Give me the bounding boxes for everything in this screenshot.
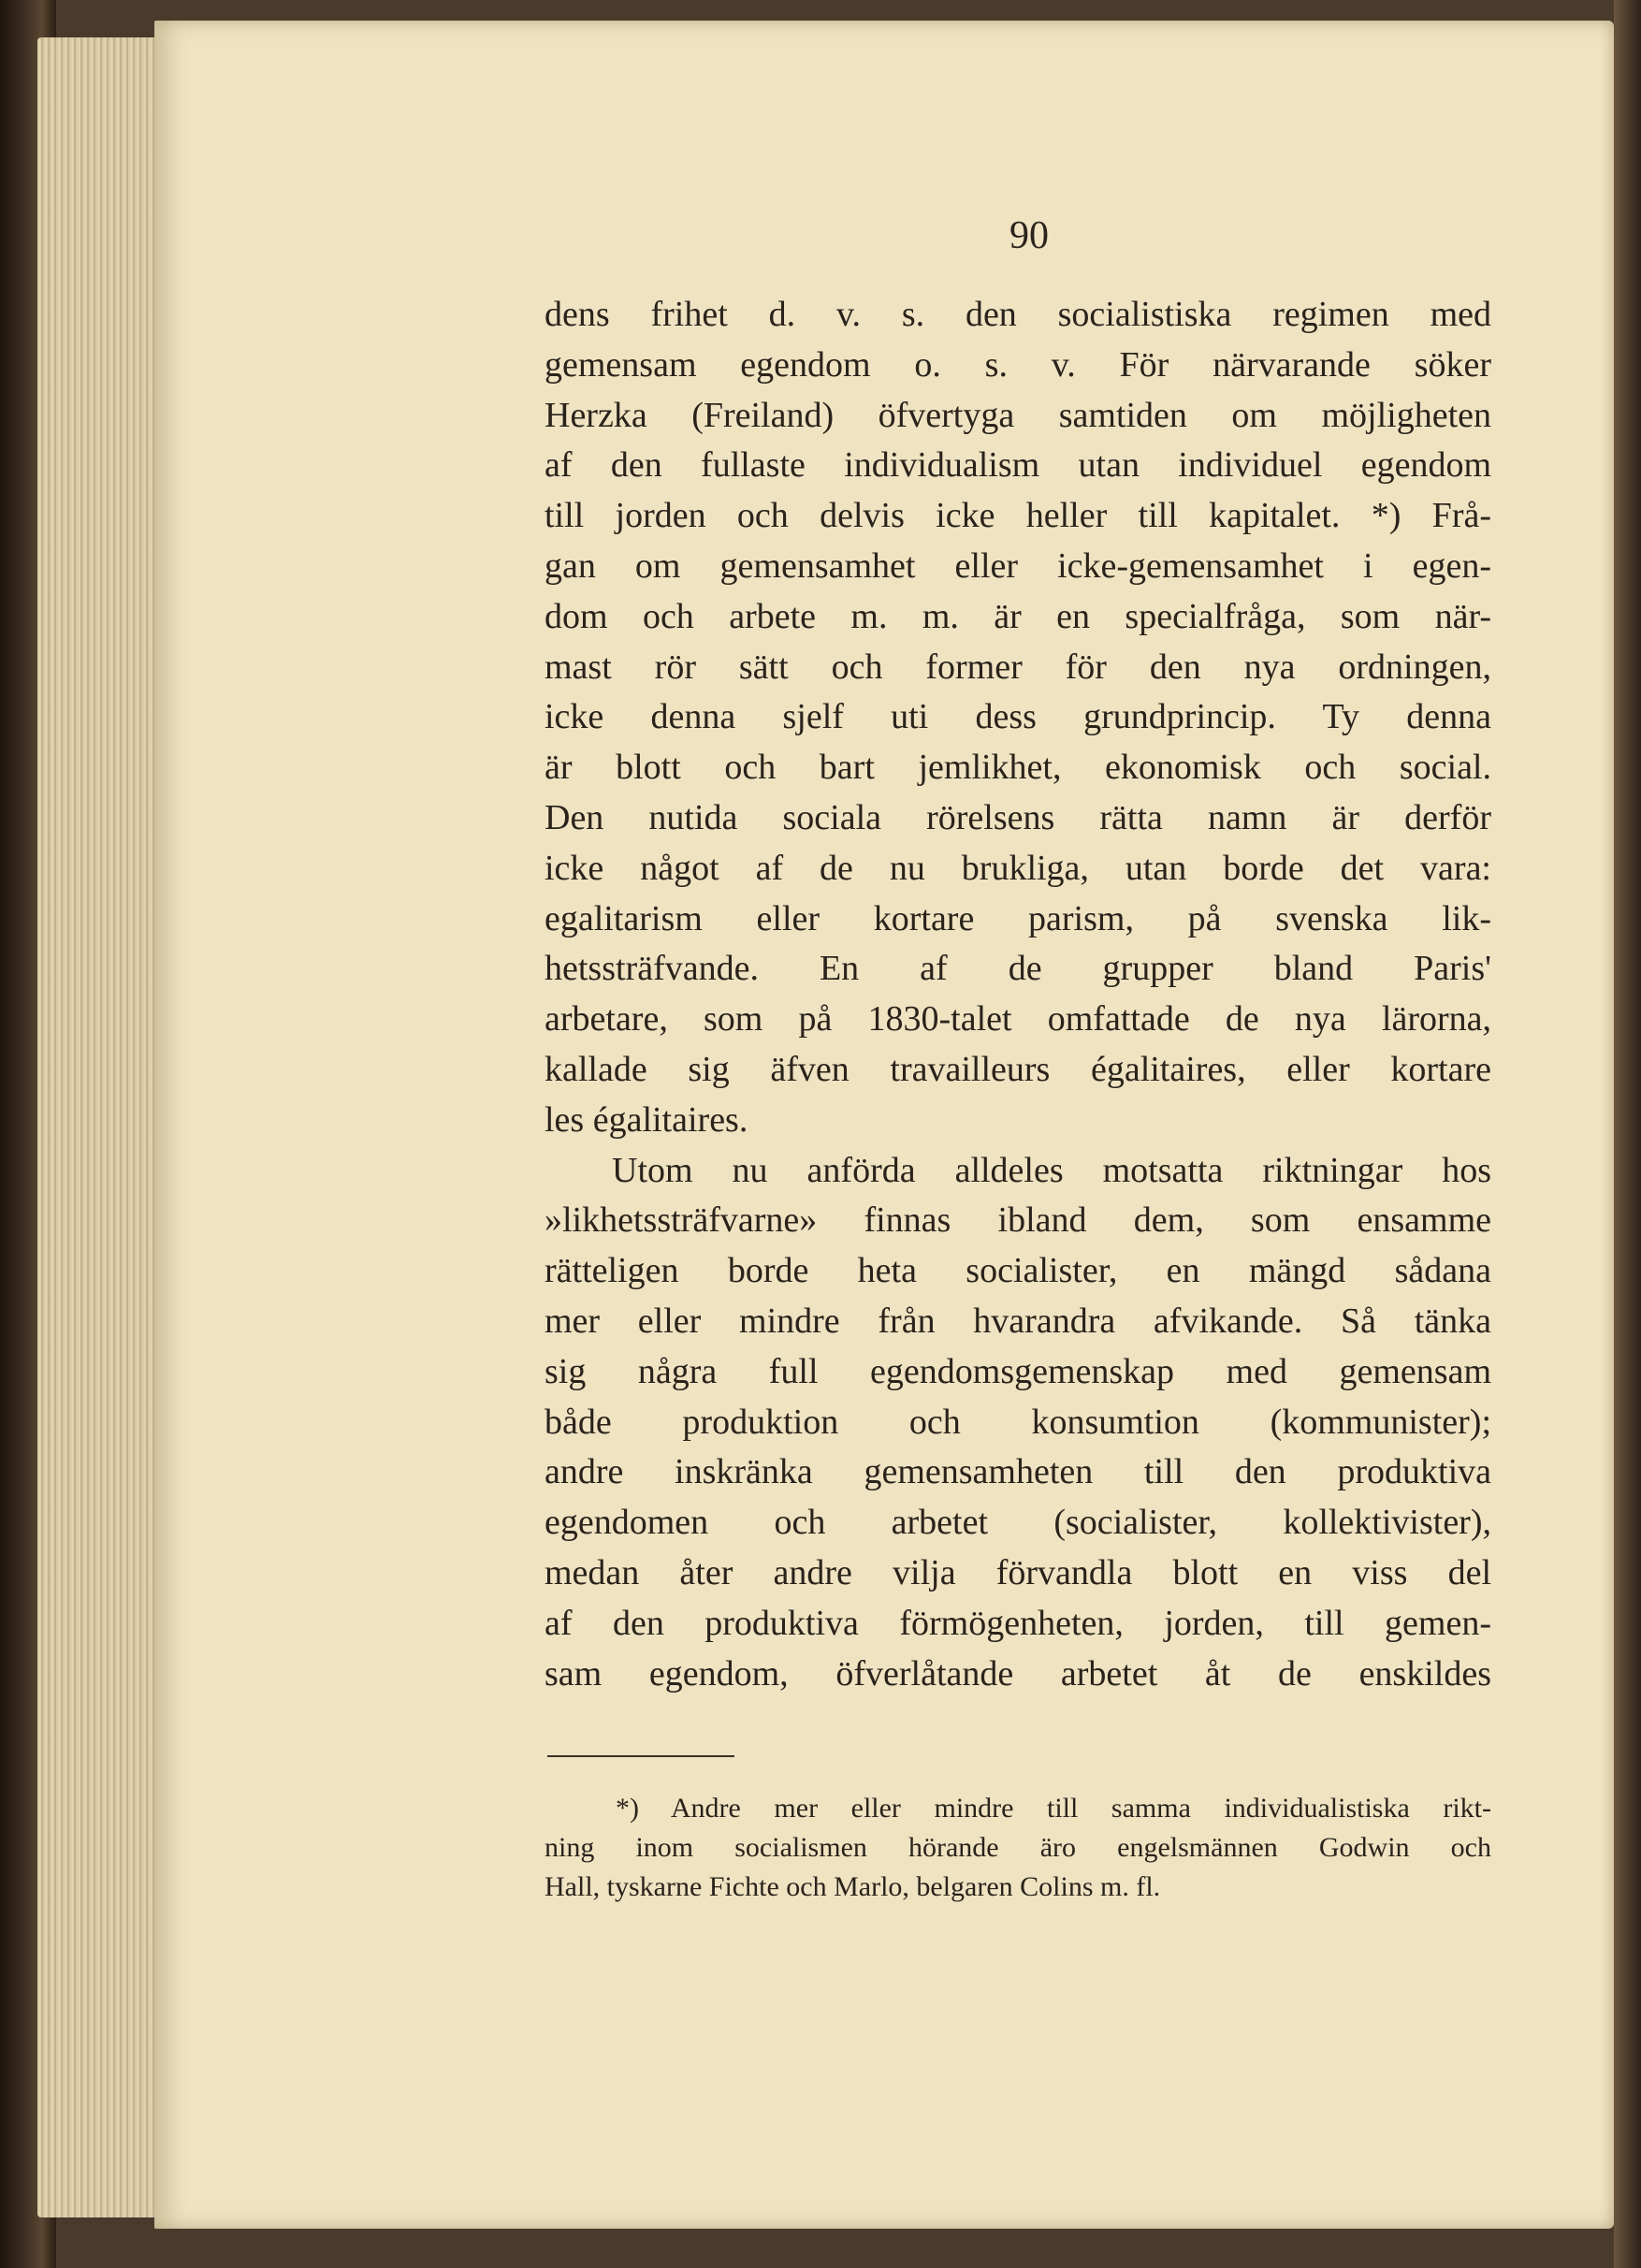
text-line: gemensam egendom o. s. v. För närvarande söker: [545, 344, 1491, 385]
text-line: medan åter andre vilja förvandla blott en viss del: [545, 1552, 1491, 1592]
body-text: [545, 290, 1491, 1699]
text-line: hetssträfvande. En af de grupper bland Paris': [545, 949, 1491, 989]
text-line: Utom nu anförda alldeles motsatta riktningar hos: [612, 1150, 1491, 1190]
text-line: mast rör sätt och former för den nya ordningen,: [545, 647, 1491, 687]
text-line: les égalitaires.: [545, 1099, 748, 1140]
text-line: egalitarism eller kortare parism, på svenska lik-: [545, 898, 1491, 938]
page-number: 90: [1009, 214, 1049, 257]
text-line: icke något af de nu brukliga, utan borde det vara:: [545, 848, 1491, 888]
text-line: sam egendom, öfverlåtande arbetet åt de enskildes: [545, 1653, 1491, 1694]
text-line: kallade sig äfven travailleurs égalitaires, eller kortare: [545, 1049, 1491, 1089]
text-line: dens frihet d. v. s. den socialistiska regimen med: [545, 295, 1491, 334]
text-line: »likhetssträfvarne» finnas ibland dem, som ensamme: [545, 1200, 1491, 1241]
text-line: dom och arbete m. m. är en specialfråga, som när-: [545, 596, 1491, 636]
footnote-rule: [547, 1755, 734, 1757]
footnote: [545, 1789, 1491, 1907]
text-line: af den fullaste individualism utan individuel egendom: [545, 445, 1491, 486]
right-edge-shadow: [1614, 0, 1641, 2268]
text-line: mer eller mindre från hvarandra afvikande. Så tänka: [545, 1301, 1491, 1341]
text-line: sig några full egendomsgemenskap med gemensam: [545, 1351, 1491, 1391]
text-line: andre inskränka gemensamheten till den produktiva: [545, 1452, 1491, 1492]
text-line: gan om gemensamhet eller icke-gemensamhet i egen-: [545, 545, 1491, 586]
text-line: egendomen och arbetet (socialister, kollektivister),: [545, 1503, 1491, 1543]
text-line: arbetare, som på 1830-talet omfattade de nya lärorna,: [545, 999, 1491, 1040]
footnote-line: ning inom socialismen hörande äro engelsmännen Godwin och: [545, 1832, 1491, 1863]
text-line: af den produktiva förmögenheten, jorden, till gemen-: [545, 1603, 1491, 1643]
page-edges: [37, 37, 168, 2217]
footnote-line: *) Andre mer eller mindre till samma individualistiska rikt-: [616, 1793, 1491, 1824]
text-line: Herzka (Freiland) öfvertyga samtiden om möjligheten: [545, 395, 1491, 435]
text-line: både produktion och konsumtion (kommunister);: [545, 1402, 1491, 1442]
text-line: till jorden och delvis icke heller till kapitalet. *) Frå-: [545, 496, 1491, 536]
text-line: rätteligen borde heta socialister, en mängd sådana: [545, 1251, 1491, 1291]
text-line: icke denna sjelf uti dess grundprincip. Ty denna: [545, 697, 1491, 737]
footnote-line: Hall, tyskarne Fichte och Marlo, belgaren Colins m. fl.: [545, 1871, 1161, 1902]
text-line: Den nutida sociala rörelsens rätta namn är derför: [545, 797, 1491, 837]
text-line: är blott och bart jemlikhet, ekonomisk och social.: [545, 748, 1491, 788]
